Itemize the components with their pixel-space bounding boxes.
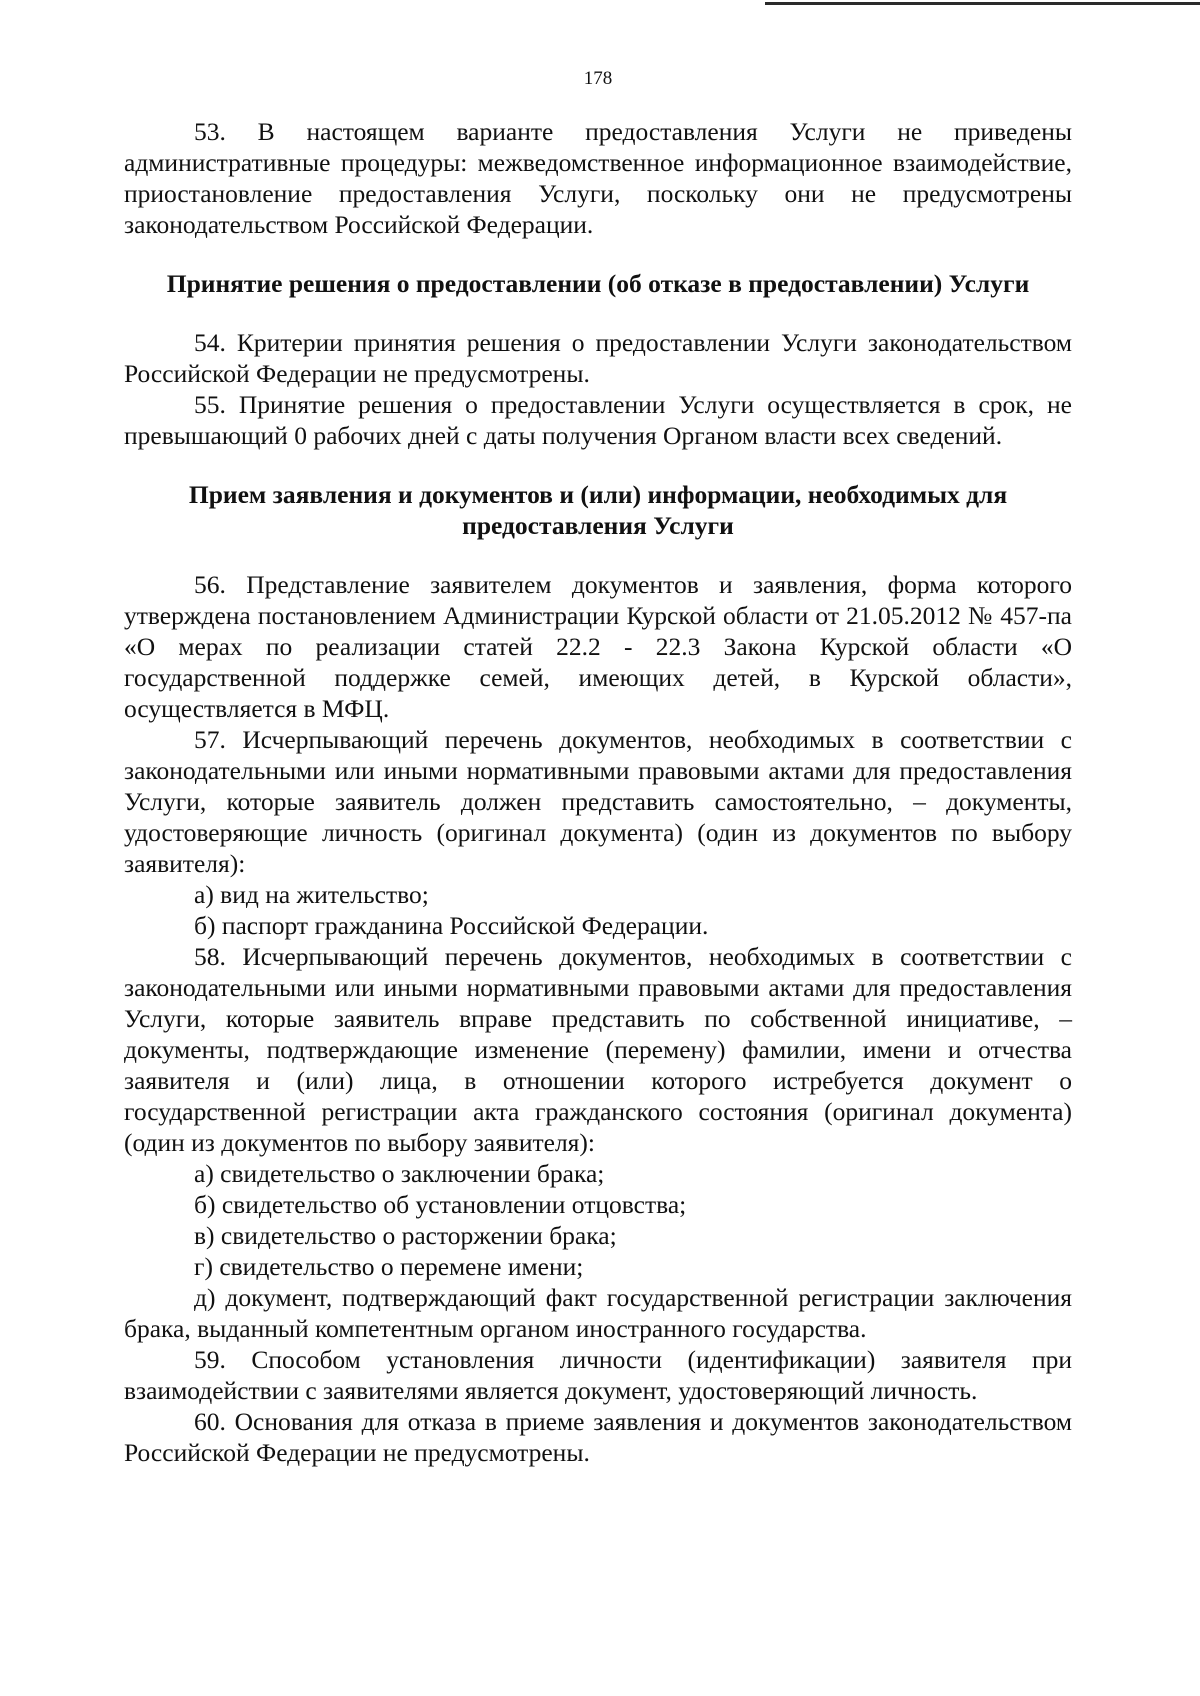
- list-item-57b: б) паспорт гражданина Российской Федерации.: [194, 911, 709, 940]
- paragraph-53: 53. В настоящем варианте предоставления Услуги не приведены административные процедуры: межведомственное информационное взаимодействие, приостановление предоставления Услуги, поскольку они не предусмотрены законодательством Российской Федерации.: [124, 117, 1072, 239]
- paragraph-56: 56. Представление заявителем документов и заявления, форма которого утверждена постановлением Администрации Курской области от 21.05.2012 № 457-па «О мерах по реализации статей 22.2 - 22.3 Закона Курской области «О государственной поддержке семей, имеющих детей, в Курской области», осуществляется в МФЦ.: [124, 570, 1072, 723]
- paragraph-58: 58. Исчерпывающий перечень документов, необходимых в соответствии с законодательными или иными нормативными правовыми актами для предоставления Услуги, которые заявитель вправе представить по собственной инициативе, – документы, подтверждающие изменение (перемену) фамилии, имени и отчества заявителя и (или) лица, в отношении которого истребуется документ о государственной регистрации акта гражданского состояния (оригинал документа) (один из документов по выбору заявителя):: [124, 942, 1072, 1157]
- list-item-58e: д) документ, подтверждающий факт государственной регистрации заключения брака, выданный компетентным органом иностранного государства.: [124, 1283, 1072, 1343]
- list-item-58b: б) свидетельство об установлении отцовства;: [194, 1190, 687, 1219]
- list-item-58a: а) свидетельство о заключении брака;: [194, 1159, 605, 1188]
- paragraph-57: 57. Исчерпывающий перечень документов, необходимых в соответствии с законодательными или иными нормативными правовыми актами для предоставления Услуги, которые заявитель должен представить самостоятельно, – документы, удостоверяющие личность (оригинал документа) (один из документов по выбору заявителя):: [124, 725, 1072, 878]
- paragraph-54: 54. Критерии принятия решения о предоставлении Услуги законодательством Российской Федерации не предусмотрены.: [124, 328, 1072, 388]
- list-item-57a: а) вид на жительство;: [194, 880, 429, 909]
- page-number: 178: [583, 68, 613, 89]
- paragraph-60: 60. Основания для отказа в приеме заявления и документов законодательством Российской Федерации не предусмотрены.: [124, 1407, 1072, 1467]
- list-item-58c: в) свидетельство о расторжении брака;: [194, 1221, 617, 1250]
- paragraph-55: 55. Принятие решения о предоставлении Услуги осуществляется в срок, не превышающий 0 рабочих дней с даты получения Органом власти всех сведений.: [124, 390, 1072, 450]
- scan-edge-line: [765, 2, 1200, 5]
- document-body: [124, 116, 1072, 1468]
- paragraph-59: 59. Способом установления личности (идентификации) заявителя при взаимодействии с заявителями является документ, удостоверяющий личность.: [124, 1345, 1072, 1405]
- section-heading-decision: Принятие решения о предоставлении (об отказе в предоставлении) Услуги: [166, 269, 1030, 298]
- list-item-58d: г) свидетельство о перемене имени;: [194, 1252, 584, 1281]
- section-heading-reception: Прием заявления и документов и (или) информации, необходимых для предоставления Услуги: [188, 480, 1008, 540]
